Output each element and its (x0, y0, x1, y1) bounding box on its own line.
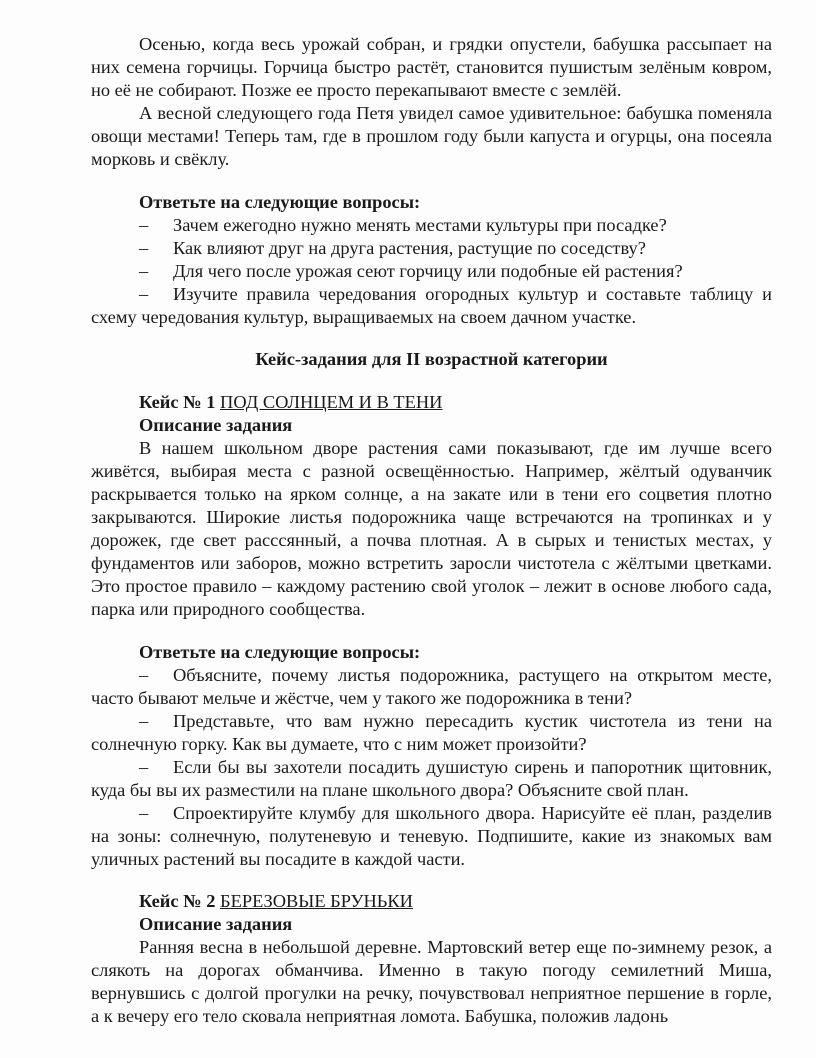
questions-heading: Ответьте на следующие вопросы: (139, 192, 421, 212)
case-2-label: Кейс № 2 (139, 891, 216, 911)
dash-bullet-icon: – (139, 261, 149, 281)
spacer (91, 871, 772, 890)
question-text: Изучите правила чередования огородных культур и составьте таблицу и схему чередования культур, выращиваемых на своем дачном участке. (91, 284, 772, 327)
case-1-name: ПОД СОЛНЦЕМ И В ТЕНИ (220, 392, 443, 412)
case-1-label: Кейс № 1 (139, 392, 216, 412)
case-2-name: БЕРЕЗОВЫЕ БРУНЬКИ (220, 891, 413, 911)
question-text: Как влияют друг на друга растения, растущие по соседству? (173, 238, 646, 258)
question-item (91, 664, 772, 710)
case-1-subheading: Описание задания (139, 415, 293, 435)
case-1-body: В нашем школьном дворе растения сами показывают, где им лучше всего живётся, выбирая места с разной освещённостью. Например, жёлтый одуванчик раскрывается только на ярком солнце, а на закате или в тени его соцветия плотно закрываются. Широкие листья подорожника чаще встречаются на тропинках и у дорожек, где свет расссянный, а почва плотная. А в сырых и тенистых местах, у фундаментов или заборов, можно встретить заросли чистотела с жёлтыми цветками. Это простое правило – каждому растению свой уголок – лежит в основе любого сада, парка или природного сообщества. (91, 438, 772, 619)
dash-bullet-icon: – (139, 665, 149, 685)
question-item (91, 283, 772, 329)
dash-bullet-icon: – (139, 215, 149, 235)
case-2 (91, 890, 772, 1028)
questions-block-1 (91, 191, 772, 329)
intro-paragraph-2: А весной следующего года Петя увидел самое удивительное: бабушка поменяла овощи местами! Теперь там, где в прошлом году были капуста и огурцы, она посеяла морковь и свёклу. (91, 103, 772, 169)
case-2-title (139, 890, 772, 913)
question-item (91, 756, 772, 802)
question-text: Объясните, почему листья подорожника, растущего на открытом месте, часто бывают мельче и жёстче, чем у такого же подорожника в тени? (91, 665, 772, 708)
case-2-subheading: Описание задания (139, 914, 293, 934)
section-title: Кейс-задания для II возрастной категории (255, 349, 608, 369)
dash-bullet-icon: – (139, 284, 149, 304)
question-item (91, 214, 772, 237)
intro-paragraph-1: Осенью, когда весь урожай собран, и грядки опустели, бабушка рассыпает на них семена горчицы. Горчица быстро растёт, становится пушистым зелёным ковром, но её не собирают. Позже ее просто перекапывают вместе с землёй. (91, 34, 772, 100)
questions-block-2 (91, 641, 772, 871)
question-text: Если бы вы захотели посадить душистую сирень и папоротник щитовник, куда бы вы их разместили на плане школьного двора? Объясните свой план. (91, 757, 772, 800)
dash-bullet-icon: – (139, 238, 149, 258)
spacer (91, 371, 772, 391)
dash-bullet-icon: – (139, 757, 149, 777)
spacer (91, 329, 772, 348)
question-text: Зачем ежегодно нужно менять местами культуры при посадке? (173, 215, 667, 235)
question-item (91, 710, 772, 756)
dash-bullet-icon: – (139, 803, 149, 823)
document-page (91, 33, 772, 1028)
spacer (91, 621, 772, 641)
question-text: Для чего после урожая сеют горчицу или подобные ей растения? (173, 261, 683, 281)
question-item (91, 260, 772, 283)
questions-heading: Ответьте на следующие вопросы: (139, 642, 421, 662)
question-item (91, 802, 772, 871)
question-text: Спроектируйте клумбу для школьного двора. Нарисуйте её план, разделив на зоны: солнечную, полутеневую и теневую. Подпишите, какие из знакомых вам уличных растений вы посадите в каждой части. (91, 803, 772, 869)
case-1 (91, 391, 772, 871)
case-1-title (139, 391, 772, 414)
question-item (91, 237, 772, 260)
case-2-body: Ранняя весна в небольшой деревне. Мартовский ветер еще по-зимнему резок, а слякоть на дорогах обманчива. Именно в такую погоду семилетний Миша, вернувшись с долгой прогулки на речку, почувствовал неприятное першение в горле, а к вечеру его тело сковала неприятная ломота. Бабушка, положив ладонь (91, 937, 772, 1026)
spacer (91, 171, 772, 191)
dash-bullet-icon: – (139, 711, 149, 731)
question-text: Представьте, что вам нужно пересадить кустик чистотела из тени на солнечную горку. Как вы думаете, что с ним может произойти? (91, 711, 772, 754)
